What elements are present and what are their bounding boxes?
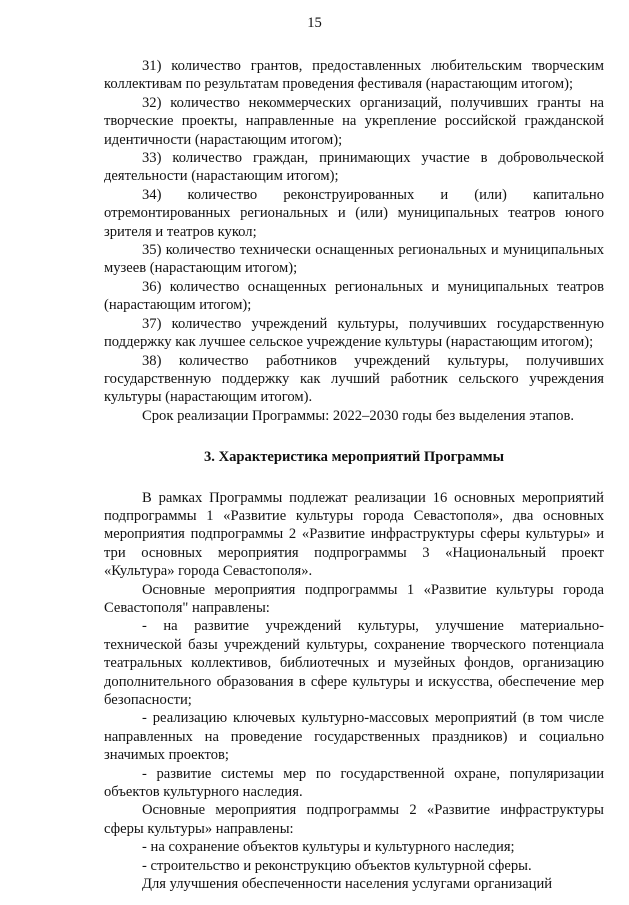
paragraph: - строительство и реконструкцию объектов культурной сферы. xyxy=(142,857,532,874)
paragraph: Для улучшения обеспеченности населения услугами организаций xyxy=(142,876,553,893)
paragraph: В рамках Программы подлежат реализации 16 основных мероприятий подпрограммы 1 «Развитие культуры города Севастополя», два основных мероприятия подпрограммы 2 «Развитие инфраструктуры сферы культуры» и три основных мероприятия подпрограммы 3 «Национальный проект «Культура» города Севастополя». xyxy=(104,489,604,580)
list-item: 37) количество учреждений культуры, получивших государственную поддержку как лучшее сельское учреждение культуры (нарастающим итогом); xyxy=(104,315,604,351)
document-body xyxy=(104,57,604,893)
page-number: 15 xyxy=(307,15,322,31)
list-item: 35) количество технически оснащенных региональных и муниципальных музеев (нарастающим итогом); xyxy=(104,242,604,277)
paragraph: - развитие системы мер по государственной охране, популяризации объектов культурного наследия. xyxy=(104,765,604,801)
list-item: 38) количество работников учреждений культуры, получивших государственную поддержку как лучший работник сельского учреждения культуры (нарастающим итогом). xyxy=(104,352,604,406)
list-item: 33) количество граждан, принимающих участие в добровольческой деятельности (нарастающим итогом); xyxy=(104,150,604,185)
paragraph: - на сохранение объектов культуры и культурного наследия; xyxy=(142,839,515,856)
paragraph: - на развитие учреждений культуры, улучшение материально-технической базы учреждений культуры, сохранение творческого потенциала театральных коллективов, библиотечных и музейных фондов, организацию дополнительного образования в сфере культуры и искусства, обеспечение мер безопасности; xyxy=(104,618,604,708)
list-item: 36) количество оснащенных региональных и муниципальных театров (нарастающим итогом); xyxy=(104,278,604,314)
list-item: 34) количество реконструированных и (или) капитально отремонтированных региональных и (или) муниципальных театров юного зрителя и театров кукол; xyxy=(104,186,604,240)
list-item: 31) количество грантов, предоставленных любительским творческим коллективам по результатам проведения фестиваля (нарастающим итогом); xyxy=(104,58,604,93)
paragraph: Основные мероприятия подпрограммы 1 «Развитие культуры города Севастополя" направлены: xyxy=(104,581,604,616)
paragraph: Основные мероприятия подпрограммы 2 «Развитие инфраструктуры сферы культуры» направлены: xyxy=(104,802,604,837)
program-term: Срок реализации Программы: 2022–2030 годы без выделения этапов. xyxy=(142,407,574,424)
section-heading: 3. Характеристика мероприятий Программы xyxy=(204,449,504,466)
list-item: 32) количество некоммерческих организаций, получивших гранты на творческие проекты, направленные на укрепление российской гражданской идентичности (нарастающим итогом); xyxy=(104,94,604,148)
paragraph: - реализацию ключевых культурно-массовых мероприятий (в том числе направленных на проведение государственных праздников) и социально значимых проектов; xyxy=(104,710,604,764)
